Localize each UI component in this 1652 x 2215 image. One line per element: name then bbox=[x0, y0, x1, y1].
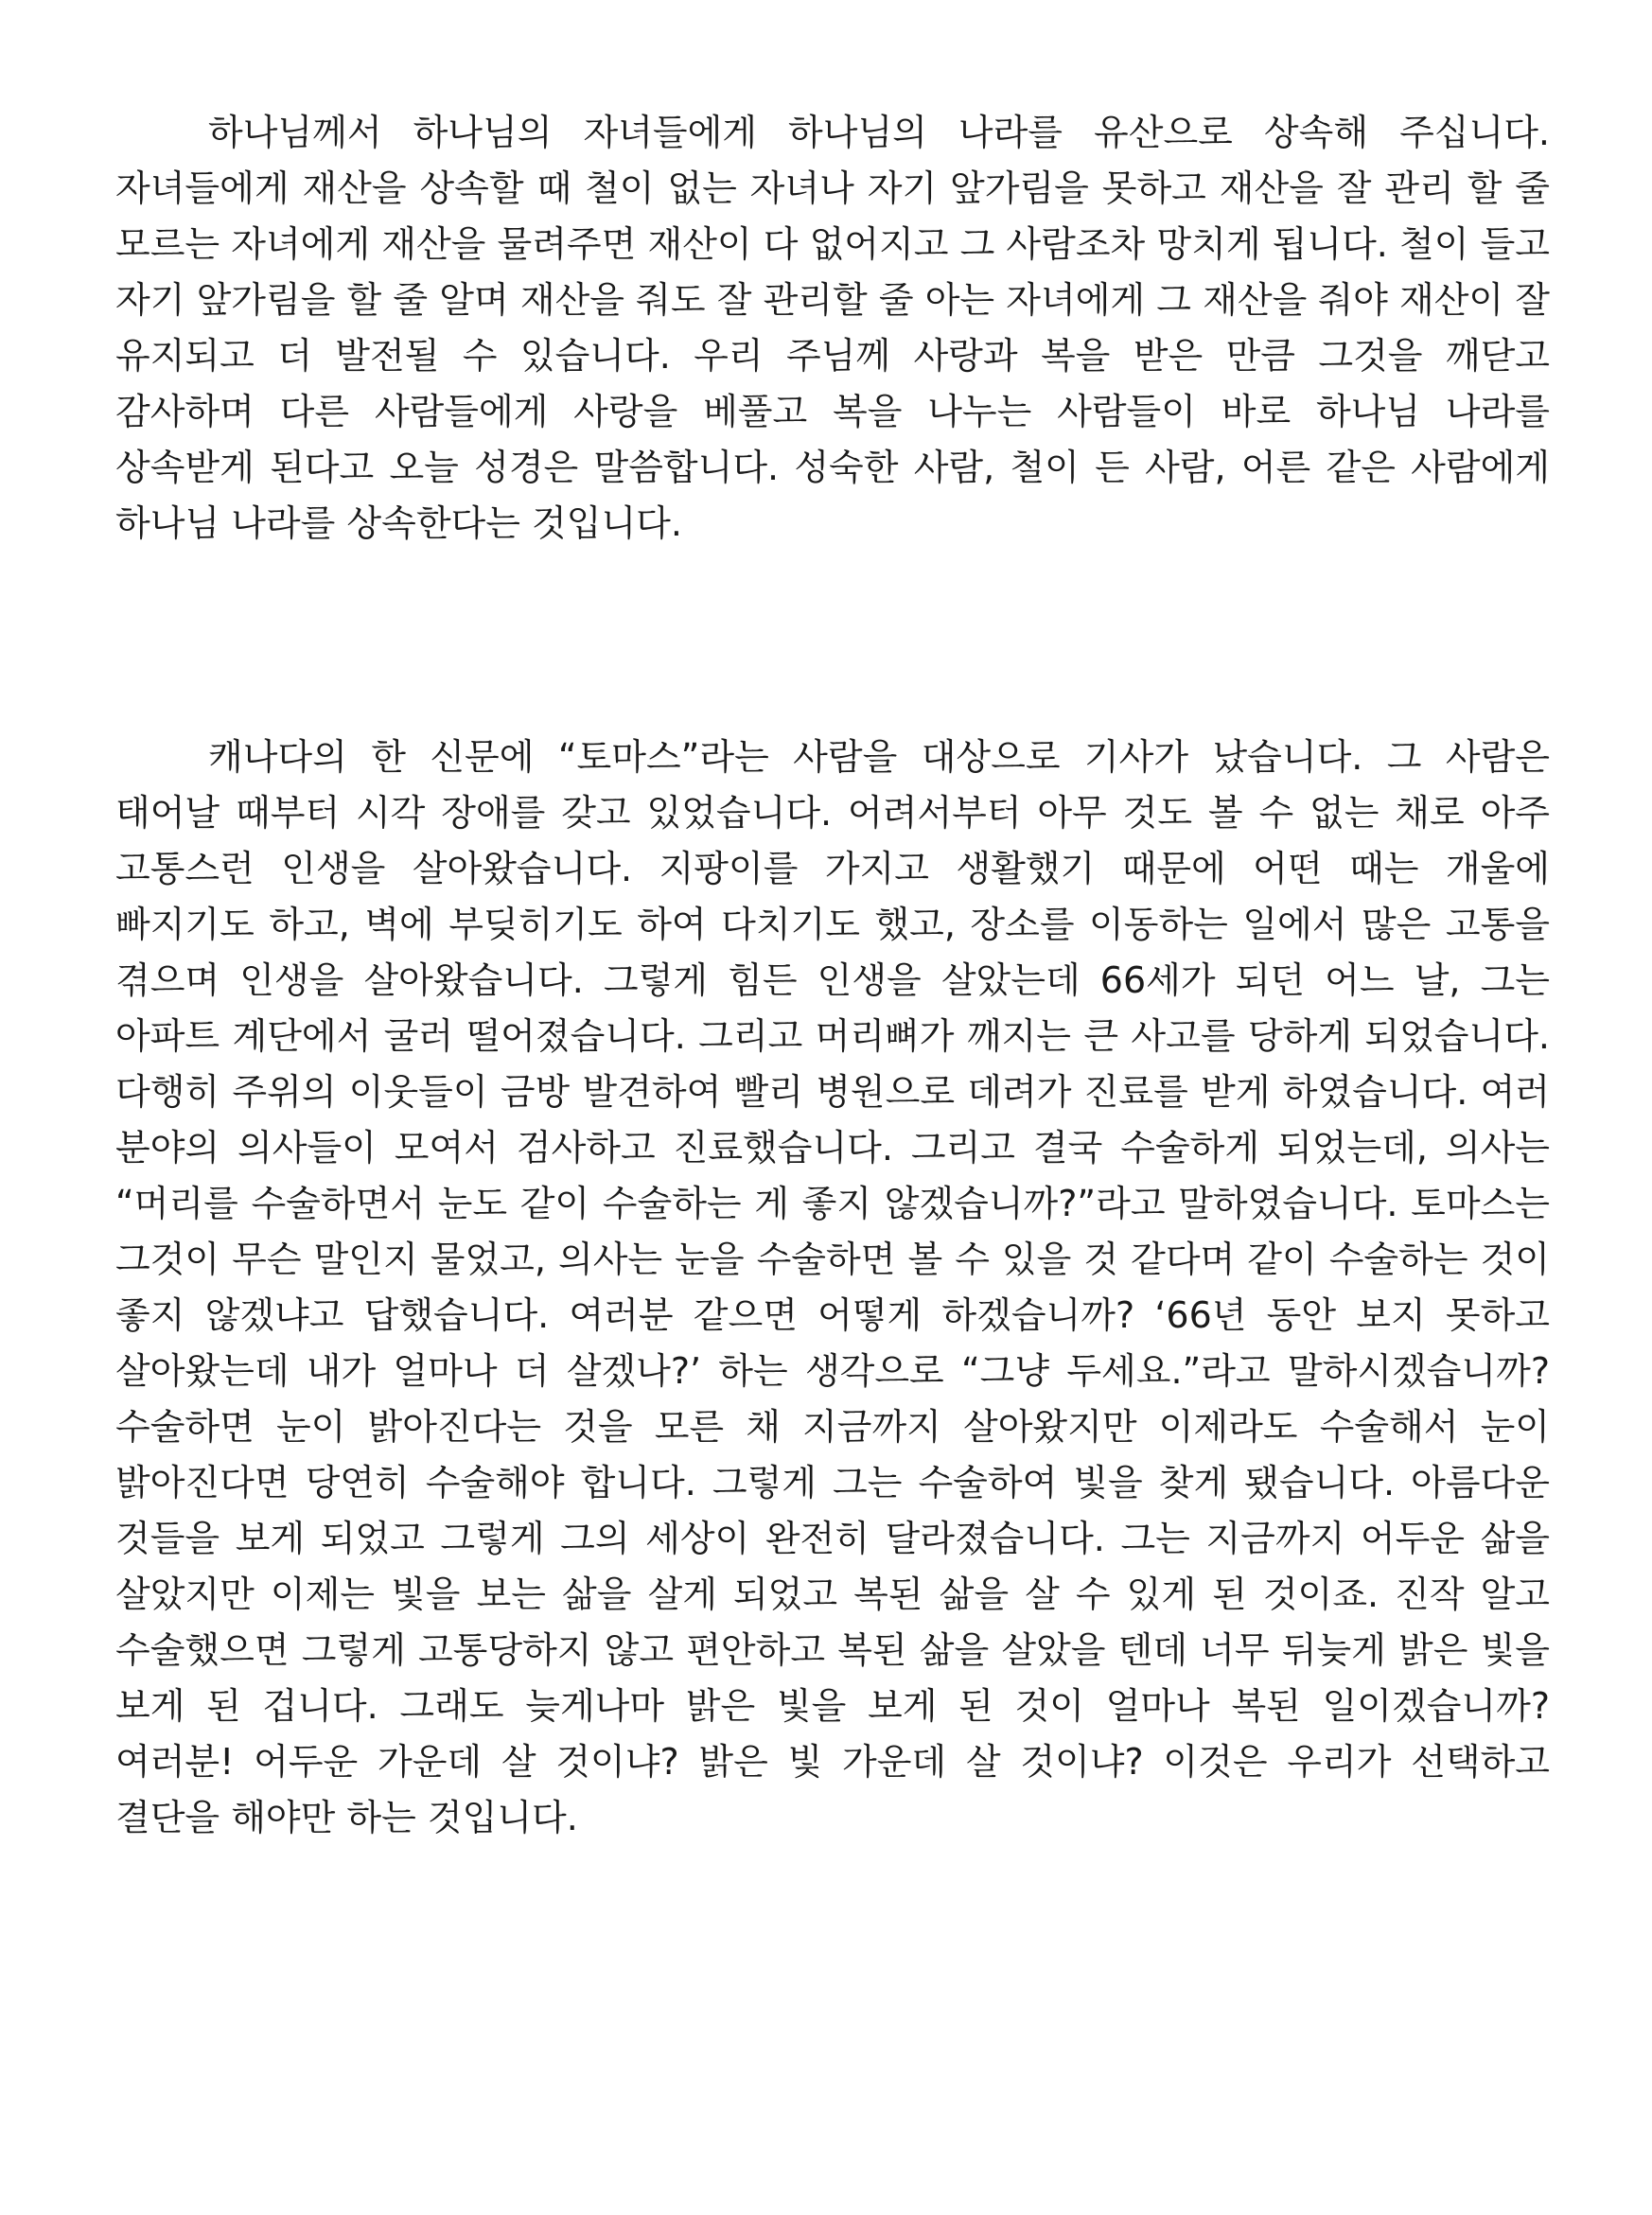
paragraph-2: 캐나다의 한 신문에 “토마스”라는 사람을 대상으로 기사가 났습니다. 그 사람은 태어날 때부터 시각 장애를 갖고 있었습니다. 어려서부터 아무 것도 볼 수 없는 채로 아주 고통스런 인생을 살아왔습니다. 지팡이를 가지고 생활했기 때문에 어떤 때는 개울에 빠지기도 하고, 벽에 부딪히기도 하여 다치기도 했고, 장소를 이동하는 일에서 많은 고통을 겪으며 인생을 살아왔습니다. 그렇게 힘든 인생을 살았는데 66세가 되던 어느 날, 그는 아파트 계단에서 굴러 떨어졌습니다. 그리고 머리뼈가 깨지는 큰 사고를 당하게 되었습니다. 다행히 주위의 이웃들이 금방 발견하여 빨리 병원으로 데려가 진료를 받게 하였습니다. 여러 분야의 의사들이 모여서 검사하고 진료했습니다. 그리고 결국 수술하게 되었는데, 의사는 “머리를 수술하면서 눈도 같이 수술하는 게 좋지 않겠습니까?”라고 말하였습니다. 토마스는 그것이 무슨 말인지 물었고, 의사는 눈을 수술하면 볼 수 있을 것 같다며 같이 수술하는 것이 좋지 않겠냐고 답했습니다. 여러분 같으면 어떻게 하겠습니까? ‘66년 동안 보지 못하고 살아왔는데 내가 얼마나 더 살겠나?’ 하는 생각으로 “그냥 두세요.”라고 말하시겠습니까? 수술하면 눈이 밝아진다는 것을 모른 채 지금까지 살아왔지만 이제라도 수술해서 눈이 밝아진다면 당연히 수술해야 합니다. 그렇게 그는 수술하여 빛을 찾게 됐습니다. 아름다운 것들을 보게 되었고 그렇게 그의 세상이 완전히 달라졌습니다. 그는 지금까지 어두운 삶을 살았지만 이제는 빛을 보는 삶을 살게 되었고 복된 삶을 살 수 있게 된 것이죠. 진작 알고 수술했으면 그렇게 고통당하지 않고 편안하고 복된 삶을 살았을 텐데 너무 뒤늦게 밝은 빛을 보게 된 겁니다. 그래도 늦게나마 밝은 빛을 보게 된 것이 얼마나 복된 일이겠습니까? 여러분! 어두운 가운데 살 것이냐? 밝은 빛 가운데 살 것이냐? 이것은 우리가 선택하고 결단을 해야만 하는 것입니다. bbox=[115, 736, 1550, 1838]
body-text-block-2 bbox=[115, 730, 1550, 1846]
paragraph-1: 하나님께서 하나님의 자녀들에게 하나님의 나라를 유산으로 상속해 주십니다. 자녀들에게 재산을 상속할 때 철이 없는 자녀나 자기 앞가림을 못하고 재산을 잘 관리 할 줄 모르는 자녀에게 재산을 물려주면 재산이 다 없어지고 그 사람조차 망치게 됩니다. 철이 들고 자기 앞가림을 할 줄 알며 재산을 줘도 잘 관리할 줄 아는 자녀에게 그 재산을 줘야 재산이 잘 유지되고 더 발전될 수 있습니다. 우리 주님께 사랑과 복을 받은 만큼 그것을 깨닫고 감사하며 다른 사람들에게 사랑을 베풀고 복을 나누는 사람들이 바로 하나님 나라를 상속받게 된다고 오늘 성경은 말씀합니다. 성숙한 사람, 철이 든 사람, 어른 같은 사람에게 하나님 나라를 상속한다는 것입니다. bbox=[115, 112, 1550, 544]
body-text-block-1 bbox=[115, 105, 1550, 552]
